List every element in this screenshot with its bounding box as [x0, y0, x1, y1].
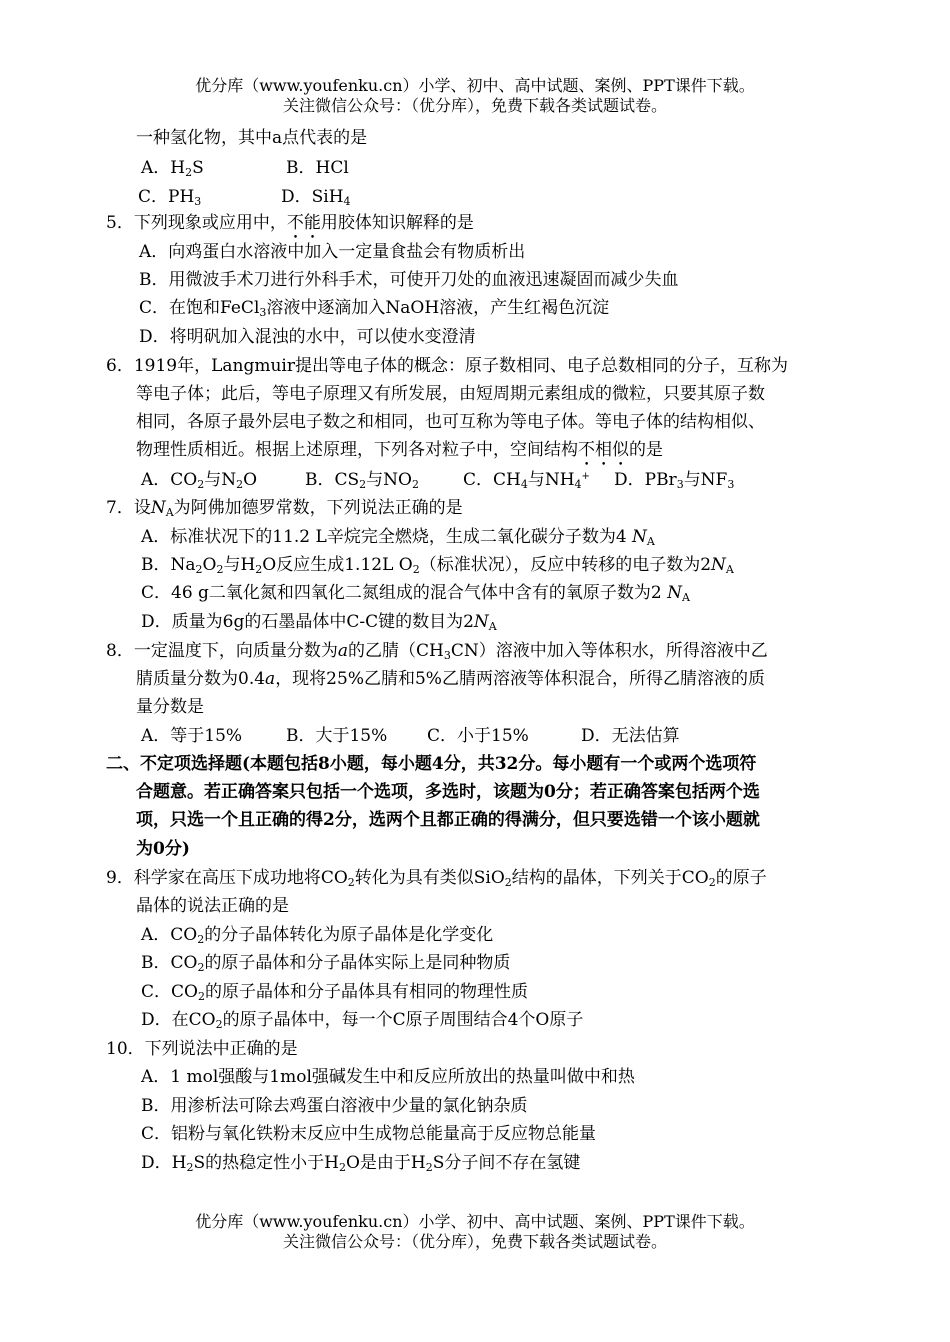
q5-option-d: D．将明矾加入混浊的水中，可以使水变澄清: [139, 327, 476, 347]
q8-stem-line-3: 量分数是: [136, 697, 204, 717]
q8-option-c: C．小于15%: [427, 726, 529, 746]
q5-option-b: B．用微波手术刀进行外科手术，可使开刀处的血液迅速凝固而减少失血: [139, 270, 679, 290]
q7-option-a: A．标准状况下的11.2 L辛烷完全燃烧，生成二氧化碳分子数为4 $N_A$: [141, 527, 655, 548]
q6-option-d: D．PBr$_3$与$NF_3$: [614, 470, 735, 491]
q6-stem-line-1: 6．1919年，Langmuir提出等电子体的概念：原子数相同、电子总数相同的分子，互称为: [106, 356, 788, 376]
section-2-heading-line-2: 合题意。若正确答案只包括一个选项，多选时，该题为0分；若正确答案包括两个选: [136, 782, 760, 802]
footer-line-2: 关注微信公众号：（优分库），免费下载各类试题试卷。: [282, 1232, 667, 1251]
section-2-heading-line-1: 二、不定项选择题(本题包括8小题，每小题4分，共32分。每小题有一个或两个选项符: [106, 754, 757, 774]
q4-stem-continuation: 一种氢化物，其中a点代表的是: [136, 128, 368, 148]
q10-stem: 10．下列说法中正确的是: [106, 1039, 298, 1059]
q8-option-b: B．大于15%: [286, 726, 388, 746]
q4-option-c: C．$PH_3$: [138, 187, 202, 208]
q7-option-c: C．46 g二氧化氮和四氧化二氮组成的混合气体中含有的氧原子数为2 $N_A$: [141, 583, 690, 604]
q5-stem: 5．下列现象或应用中，不能用胶体知识解释的是: [106, 213, 474, 233]
q4-option-a: A．$H_2S$: [141, 158, 204, 179]
q9-stem-line-2: 晶体的说法正确的是: [136, 896, 289, 916]
q6-option-b: B．$CS_2$与$NO_2$: [305, 470, 419, 491]
q10-option-a: A．1 mol强酸与1mol强碱发生中和反应所放出的热量叫做中和热: [141, 1067, 635, 1087]
q4-option-d: D．SiH$_4$: [281, 187, 351, 208]
q6-stem-line-3: 相同，各原子最外层电子数之和相同，也可互称为等电子体。等电子体的结构相似、: [136, 412, 765, 432]
header-line-2: 关注微信公众号：（优分库），免费下载各类试题试卷。: [282, 96, 667, 115]
q9-option-b: B．$CO_2$的原子晶体和分子晶体实际上是同种物质: [141, 953, 511, 974]
q6-stem-line-4: 物理性质相近。根据上述原理，下列各对粒子中，空间结构不相似的是: [136, 440, 663, 460]
q7-option-b: B．$Na_2O_2$与$H_2O$反应生成1.12L $O_2$（标准状况），反应中转移的电子数为$2N_A$: [141, 555, 734, 576]
q9-option-c: C．$CO_2$的原子晶体和分子晶体具有相同的物理性质: [141, 982, 528, 1003]
q9-option-a: A．$CO_2$的分子晶体转化为原子晶体是化学变化: [141, 925, 494, 946]
q7-stem: 7．设$N_A$为阿佛加德罗常数，下列说法正确的是: [106, 498, 463, 519]
q9-stem-line-1: 9．科学家在高压下成功地将$CO_2$转化为具有类似SiO$_2$结构的晶体，下列关于$CO_2$的原子: [106, 868, 767, 889]
q6-stem-line-2: 等电子体；此后，等电子原理又有所发展，由短周期元素组成的微粒，只要其原子数: [136, 384, 765, 404]
q8-option-d: D．无法估算: [581, 726, 680, 746]
q8-option-a: A．等于15%: [141, 726, 243, 746]
q8-stem-line-1: 8．一定温度下，向质量分数为a的乙腈$(CH_3CN)$溶液中加入等体积水，所得溶液中乙: [106, 641, 768, 662]
q7-option-d: D．质量为6g的石墨晶体中C-C键的数目为$2N_A$: [141, 612, 497, 633]
header-line-1: 优分库（www.youfenku.cn）小学、初中、高中试题、案例、PPT课件下载。: [195, 76, 755, 95]
q6-option-c: C．$CH_4$与$NH_4^+$: [463, 470, 590, 491]
q5-option-a: A．向鸡蛋白水溶液中加入一定量食盐会有物质析出: [139, 242, 526, 262]
section-2-heading-line-3: 项，只选一个且正确的得2分，选两个且都正确的得满分，但只要选错一个该小题就: [136, 810, 760, 830]
q10-option-b: B．用渗析法可除去鸡蛋白溶液中少量的氯化钠杂质: [141, 1096, 528, 1116]
q6-option-a: A．$CO_2$与$N_2O$: [141, 470, 258, 491]
q5-option-c: C．在饱和FeCl$_3$溶液中逐滴加入NaOH溶液，产生红褐色沉淀: [139, 298, 610, 319]
q4-option-b: B．HCl: [286, 158, 349, 178]
footer-line-1: 优分库（www.youfenku.cn）小学、初中、高中试题、案例、PPT课件下载。: [195, 1212, 755, 1231]
q10-option-d: D．$H_2S$的热稳定性小于$H_2O$是由于$H_2S$分子间不存在氢键: [141, 1153, 581, 1174]
q9-option-d: D．在$CO_2$的原子晶体中，每一个C原子周围结合4个O原子: [141, 1010, 584, 1031]
section-2-heading-line-4: 为0分): [136, 839, 190, 859]
q10-option-c: C．铝粉与氧化铁粉末反应中生成物总能量高于反应物总能量: [141, 1124, 597, 1144]
q8-stem-line-2: 腈质量分数为0.4a，现将25%乙腈和5%乙腈两溶液等体积混合，所得乙腈溶液的质: [136, 669, 765, 689]
